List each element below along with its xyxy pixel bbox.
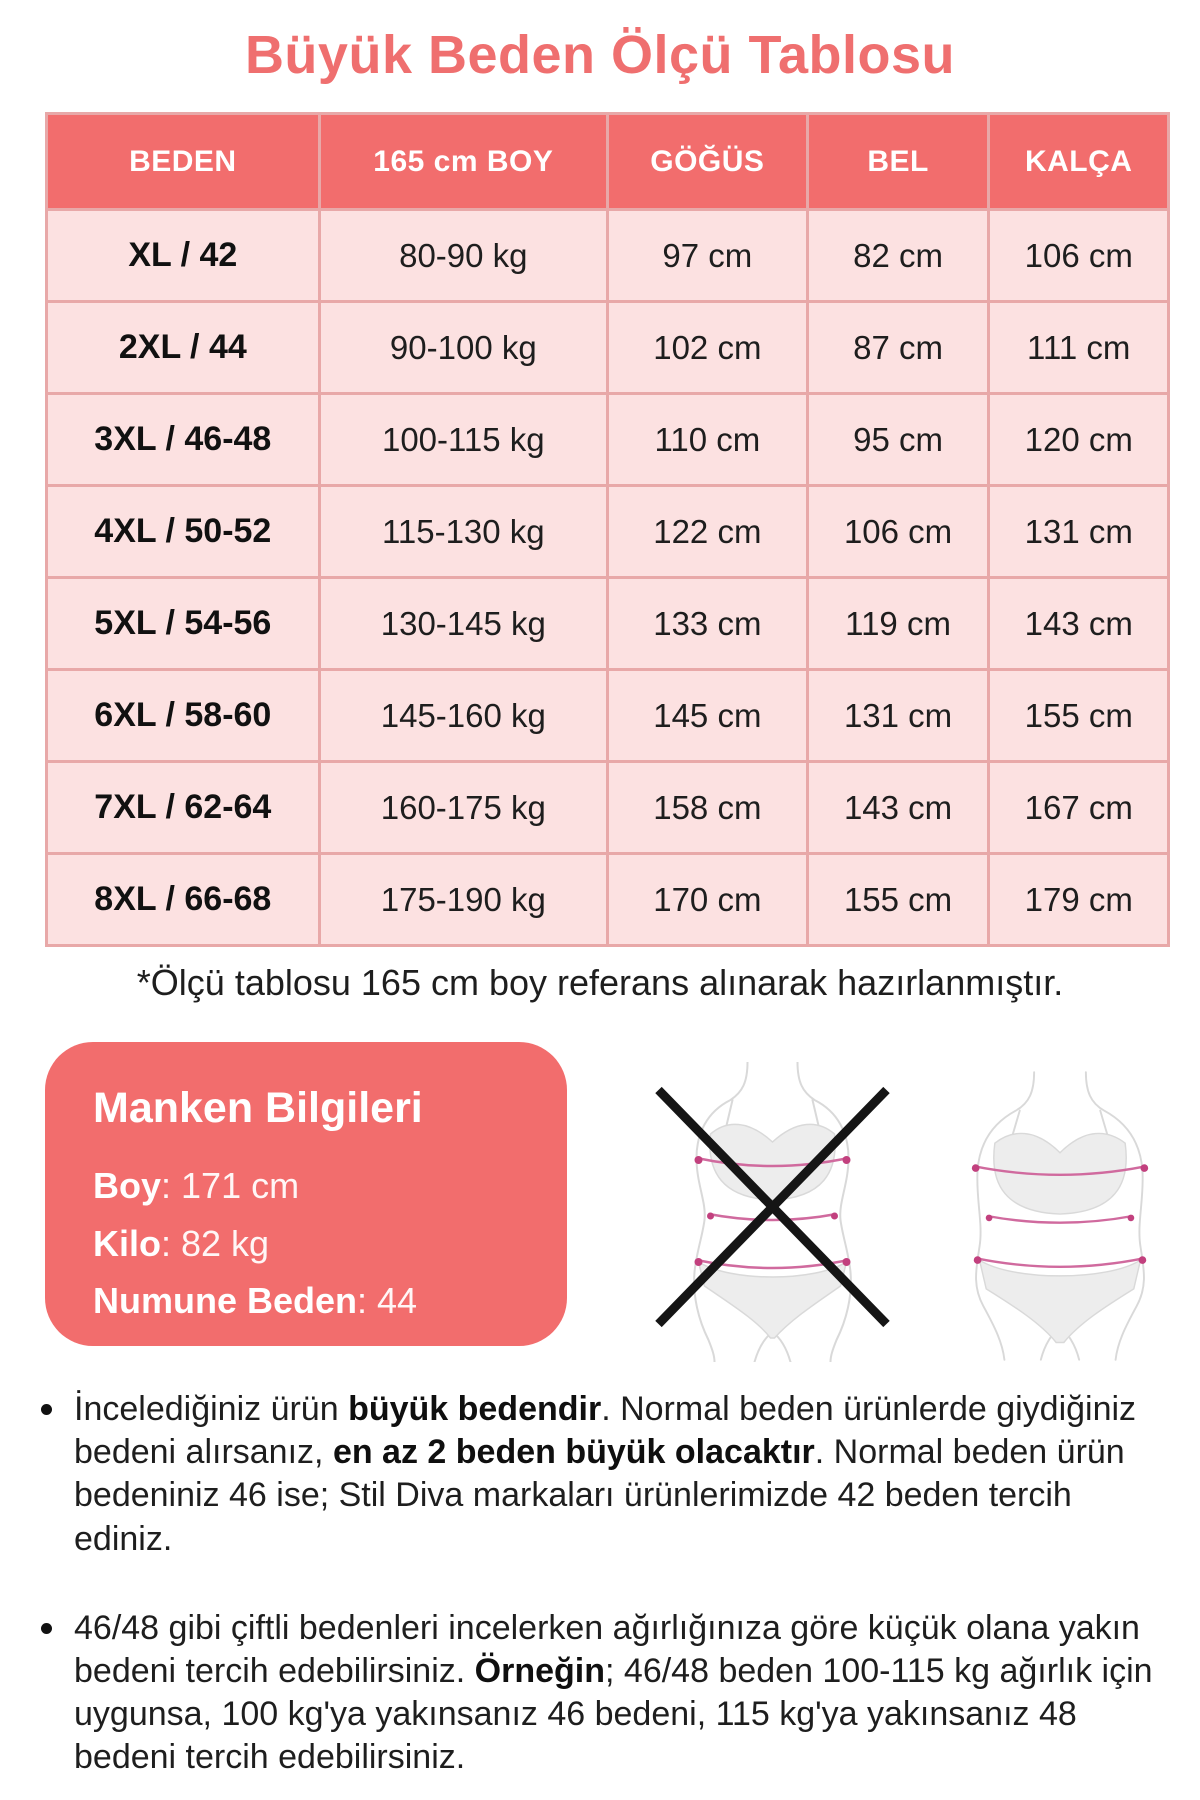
measurement-cell: 119 cm — [807, 578, 989, 670]
bullet-item — [35, 1388, 1170, 1561]
column-header: GÖĞÜS — [607, 114, 807, 210]
size-label-cell: 3XL / 46-48 — [47, 394, 320, 486]
measurement-cell: 111 cm — [989, 302, 1169, 394]
measurement-cell: 179 cm — [989, 854, 1169, 946]
plus-size-body-icon — [945, 1068, 1175, 1364]
field-label: Boy — [93, 1165, 162, 1206]
measurement-cell: 167 cm — [989, 762, 1169, 854]
measurement-cell: 133 cm — [607, 578, 807, 670]
table-reference-note: *Ölçü tablosu 165 cm boy referans alınarak hazırlanmıştır. — [136, 962, 1064, 1003]
size-label-cell: 7XL / 62-64 — [47, 762, 320, 854]
measurement-cell: 106 cm — [989, 210, 1169, 302]
measurement-cell: 158 cm — [607, 762, 807, 854]
bullet-dot — [41, 1623, 52, 1634]
column-header: KALÇA — [989, 114, 1169, 210]
model-info-field — [93, 1215, 519, 1273]
table-row — [47, 394, 1169, 486]
measurement-cell: 100-115 kg — [319, 394, 607, 486]
measurement-cell: 160-175 kg — [319, 762, 607, 854]
measurement-cell: 155 cm — [989, 670, 1169, 762]
slim-body-figure — [645, 1062, 900, 1362]
page-title: Büyük Beden Ölçü Tablosu — [244, 25, 956, 85]
field-value: : 82 kg — [161, 1222, 270, 1264]
model-info-field — [93, 1157, 519, 1215]
table-row — [47, 210, 1169, 302]
measurement-cell: 95 cm — [807, 394, 989, 486]
table-row — [47, 670, 1169, 762]
model-info-card — [45, 1042, 567, 1346]
size-table — [45, 112, 1170, 947]
info-bullet-list — [35, 1388, 1170, 1800]
measurement-cell: 102 cm — [607, 302, 807, 394]
measurement-cell: 145-160 kg — [319, 670, 607, 762]
column-header: 165 cm BOY — [319, 114, 607, 210]
measurement-cell: 130-145 kg — [319, 578, 607, 670]
bullet-text: 46/48 gibi çiftli bedenleri incelerken ağırlığınıza göre küçük olana yakın bedeni tercih edebilirsiniz. Örneğin; 46/48 beden 100-115 kg ağırlık için uygunsa, 100 kg'ya yakınsanız 46 bedeni, 115 kg'ya yakınsanız 48 bedeni tercih edebilirsiniz. — [74, 1608, 1153, 1777]
measurement-cell: 145 cm — [607, 670, 807, 762]
measurement-cell: 143 cm — [989, 578, 1169, 670]
size-label-cell: 8XL / 66-68 — [47, 854, 320, 946]
measurement-cell: 155 cm — [807, 854, 989, 946]
table-row — [47, 578, 1169, 670]
measurement-cell: 82 cm — [807, 210, 989, 302]
size-table-header-row — [47, 114, 1169, 210]
measurement-cell: 120 cm — [989, 394, 1169, 486]
table-row — [47, 762, 1169, 854]
table-row — [47, 302, 1169, 394]
measurement-cell: 80-90 kg — [319, 210, 607, 302]
size-label-cell: 2XL / 44 — [47, 302, 320, 394]
measurement-cell: 87 cm — [807, 302, 989, 394]
size-label-cell: 5XL / 54-56 — [47, 578, 320, 670]
measurement-cell: 131 cm — [807, 670, 989, 762]
measurement-cell: 122 cm — [607, 486, 807, 578]
slim-body-crossed-out-icon — [645, 1062, 900, 1362]
measurement-cell: 175-190 kg — [319, 854, 607, 946]
size-label-cell: 6XL / 58-60 — [47, 670, 320, 762]
measurement-cell: 90-100 kg — [319, 302, 607, 394]
bullet-item — [35, 1607, 1170, 1780]
bullet-text: İncelediğiniz ürün büyük bedendir. Normal beden ürünlerde giydiğiniz bedeni alırsanız, en az 2 beden büyük olacaktır. Normal beden ürün bedeniniz 46 ise; Stil Diva markaları ürünlerimizde 42 beden tercih ediniz. — [74, 1390, 1137, 1558]
field-value: : 44 — [357, 1280, 418, 1322]
measurement-cell: 97 cm — [607, 210, 807, 302]
measurement-cell: 143 cm — [807, 762, 989, 854]
column-header: BEDEN — [47, 114, 320, 210]
model-info-field — [93, 1272, 519, 1330]
measurement-cell: 115-130 kg — [319, 486, 607, 578]
size-label-cell: 4XL / 50-52 — [47, 486, 320, 578]
model-info-fields — [93, 1157, 519, 1330]
bullet-dot — [41, 1404, 52, 1415]
size-label-cell: XL / 42 — [47, 210, 320, 302]
field-value: : 171 cm — [161, 1165, 300, 1206]
field-label: Kilo — [93, 1222, 161, 1264]
plus-size-body-figure — [945, 1068, 1175, 1364]
model-info-title: Manken Bilgileri — [93, 1084, 423, 1132]
table-row — [47, 854, 1169, 946]
measurement-cell: 131 cm — [989, 486, 1169, 578]
column-header: BEL — [807, 114, 989, 210]
measurement-cell: 110 cm — [607, 394, 807, 486]
table-row — [47, 486, 1169, 578]
field-label: Numune Beden — [93, 1280, 358, 1322]
measurement-cell: 106 cm — [807, 486, 989, 578]
size-table-container — [45, 112, 1170, 947]
measurement-cell: 170 cm — [607, 854, 807, 946]
size-table-body — [47, 210, 1169, 946]
